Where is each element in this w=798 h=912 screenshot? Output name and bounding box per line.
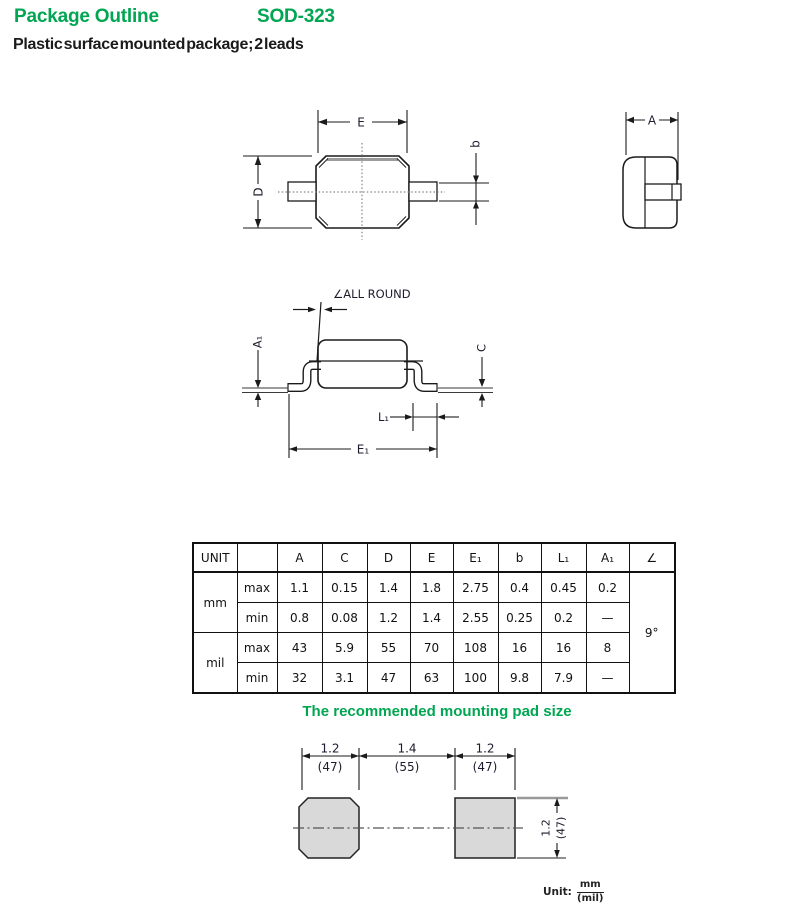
table-cell: 0.45 — [541, 572, 586, 603]
table-cell: max — [237, 572, 277, 603]
package-description: Plastic surface mounted package; 2 leads — [13, 36, 304, 53]
table-cell: A₁ — [586, 543, 629, 572]
dim-C-label: C — [474, 343, 489, 353]
draft-angle — [293, 302, 347, 361]
table-cell: A — [277, 543, 322, 572]
table-cell: 1.8 — [410, 572, 453, 603]
table-cell: b — [498, 543, 541, 572]
table-cell: 70 — [410, 633, 453, 663]
table-cell: 1.2 — [367, 603, 410, 633]
dim-E1-label: E₁ — [356, 442, 370, 457]
table-cell: 100 — [453, 663, 498, 694]
pad-dim2-mil: (55) — [394, 760, 420, 774]
unit-note-label: Unit: — [543, 886, 572, 898]
table-cell: 2.55 — [453, 603, 498, 633]
lead-end — [645, 184, 681, 200]
dim-A-label: A — [647, 113, 657, 128]
table-cell: 5.9 — [322, 633, 367, 663]
table-row — [193, 663, 675, 694]
table-cell: 3.1 — [322, 663, 367, 694]
table-cell: 47 — [367, 663, 410, 694]
dim-C-label-wrap — [475, 344, 489, 352]
table-cell: 32 — [277, 663, 322, 694]
table-row — [193, 603, 675, 633]
all-round-note: ∠ALL ROUND — [333, 287, 411, 301]
table-cell: 2.75 — [453, 572, 498, 603]
table-cell: max — [237, 633, 277, 663]
dim-b-label: b — [468, 140, 483, 148]
table-cell: mm — [193, 572, 237, 633]
table-cell: C — [322, 543, 367, 572]
top-view-drawing — [238, 98, 498, 258]
pad-height-mm: 1.2 — [539, 819, 553, 837]
table-cell: 55 — [367, 633, 410, 663]
pad-height-mm-wrap — [540, 819, 553, 837]
pad-dim1-mm: 1.2 — [320, 741, 340, 756]
pad-dim1-mil: (47) — [317, 760, 343, 774]
table-cell: 0.2 — [586, 572, 629, 603]
package-name: SOD-323 — [257, 6, 335, 27]
pad-height-mil-wrap — [555, 817, 568, 840]
pad-dim-labels — [318, 742, 498, 775]
table-cell: 16 — [541, 633, 586, 663]
table-cell: 1.4 — [410, 603, 453, 633]
table-cell: — — [586, 663, 629, 694]
table-cell: — — [586, 603, 629, 633]
table-cell: E — [410, 543, 453, 572]
unit-numerator: mm — [577, 880, 604, 893]
table-cell: 0.2 — [541, 603, 586, 633]
table-cell: 1.4 — [367, 572, 410, 603]
table-cell: L₁ — [541, 543, 586, 572]
dim-D-label-wrap — [252, 187, 266, 196]
pad-dim2-mm: 1.4 — [397, 741, 417, 756]
page-title: Package Outline — [14, 6, 159, 27]
table-cell: D — [367, 543, 410, 572]
dim-b — [439, 153, 489, 225]
unit-denominator: (mil) — [577, 892, 604, 904]
dim-A1-arrows — [255, 380, 261, 400]
table-row — [193, 633, 675, 663]
table-cell: 0.08 — [322, 603, 367, 633]
dim-A1-label: A₁ — [250, 335, 265, 349]
table-cell: 0.15 — [322, 572, 367, 603]
side-view-drawing — [225, 282, 515, 462]
mounting-pad-drawing — [285, 740, 585, 870]
unit-note — [543, 880, 604, 904]
table-cell — [237, 543, 277, 572]
table-header-row — [193, 543, 675, 572]
table-cell: 8 — [586, 633, 629, 663]
table-cell: min — [237, 663, 277, 694]
pad-dim3-mm: 1.2 — [475, 741, 495, 756]
dim-E-label: E — [357, 115, 365, 130]
table-cell: 108 — [453, 633, 498, 663]
table-cell: E₁ — [453, 543, 498, 572]
table-cell: 16 — [498, 633, 541, 663]
dimension-table — [192, 542, 676, 694]
table-cell: 0.4 — [498, 572, 541, 603]
table-cell: 0.25 — [498, 603, 541, 633]
dim-L1-label: L₁ — [377, 410, 389, 424]
table-cell: 63 — [410, 663, 453, 694]
end-view-drawing — [610, 98, 700, 258]
table-cell: 9.8 — [498, 663, 541, 694]
pad-height-mil: (47) — [554, 816, 568, 840]
dim-L1 — [390, 403, 459, 458]
pad-dim3-mil: (47) — [472, 760, 498, 774]
dim-b-label-wrap — [469, 140, 483, 148]
table-cell: 7.9 — [541, 663, 586, 694]
unit-fraction — [577, 880, 604, 904]
mounting-pad-title: The recommended mounting pad size — [302, 703, 572, 720]
dim-C-arrows — [479, 379, 485, 401]
package-body-side — [318, 340, 407, 388]
table-cell-angle: 9° — [629, 572, 675, 693]
table-row — [193, 572, 675, 603]
table-cell: min — [237, 603, 277, 633]
table-cell: 0.8 — [277, 603, 322, 633]
table-cell: ∠ — [629, 543, 675, 572]
pad-right — [455, 798, 515, 858]
table-cell: UNIT — [193, 543, 237, 572]
table-cell: 1.1 — [277, 572, 322, 603]
table-cell: 43 — [277, 633, 322, 663]
dim-D-label: D — [251, 187, 266, 197]
table-cell: mil — [193, 633, 237, 694]
dim-A1-label-wrap — [251, 336, 265, 348]
